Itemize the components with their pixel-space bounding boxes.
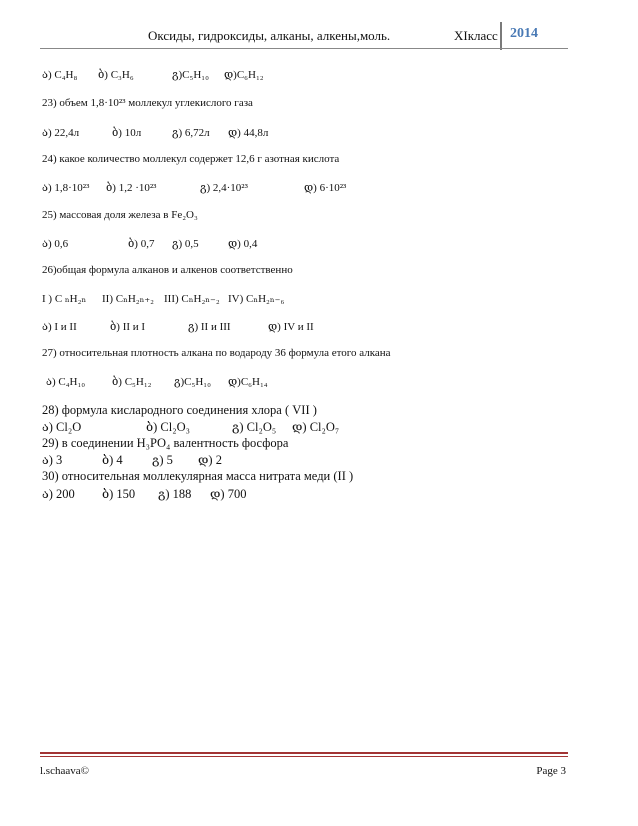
option-c: გ)C₅H₁₀ <box>174 376 211 388</box>
formula-3: III) CₙH₂ₙ₋₂ <box>164 293 220 305</box>
question-24: 24) какое количество моллекул содержет 12,6 г азотная кислота <box>42 153 340 165</box>
option-a: ა) 1,8·10²³ <box>42 182 90 194</box>
header-separator <box>500 22 502 50</box>
footer-author: l.schaava© <box>40 765 89 777</box>
option-d: დ) 44,8л <box>228 127 269 139</box>
option-d: დ)C₆H₁₄ <box>228 376 268 388</box>
option-d: დ) Cl₂O₇ <box>292 420 340 434</box>
option-b: ბ) 10л <box>112 127 142 139</box>
formula-2: II) CₙH₂ₙ₊₂ <box>102 293 155 305</box>
option-c: გ) 5 <box>152 453 173 467</box>
header-year: 2014 <box>510 26 538 41</box>
question-25: 25) массовая доля железа в Fe₂O₃ <box>42 209 198 221</box>
footer-rule-thick <box>40 752 568 754</box>
option-d: დ)C₆H₁₂ <box>224 69 264 81</box>
option-c: გ) 6,72л <box>172 127 210 139</box>
option-d: დ) 6·10²³ <box>304 182 347 194</box>
page-header <box>40 22 568 48</box>
option-a: ა) 0,6 <box>42 238 69 250</box>
option-b: ბ) Cl₂O₃ <box>146 420 190 434</box>
option-b: ბ) C₅H₁₂ <box>112 376 152 388</box>
option-a: ა) 3 <box>42 453 63 467</box>
question-28: 28) формула кислародного соединения хлора ( VII ) <box>42 403 317 417</box>
footer-page-number: Page 3 <box>536 765 566 777</box>
question-26: 26)общая формула алканов и алкенов соответственно <box>42 264 293 276</box>
option-d: დ) 0,4 <box>228 238 258 250</box>
option-a: ა) 200 <box>42 487 75 501</box>
option-c: გ) 188 <box>158 487 192 501</box>
option-d: დ) 2 <box>198 453 222 467</box>
question-27: 27) относительная плотность алкана по водароду 36 формула етого алкана <box>42 347 391 359</box>
footer-rule-thin <box>40 756 568 757</box>
header-grade: XIкласс <box>454 28 498 43</box>
option-d: დ) 700 <box>210 487 247 501</box>
formula-4: IV) CₙH₂ₙ₋₆ <box>228 293 285 305</box>
header-title: Оксиды, гидроксиды, алканы, алкены,моль. <box>148 28 391 43</box>
option-b: ბ) 1,2 ·10²³ <box>106 182 157 194</box>
option-b: ბ) II и I <box>110 321 146 333</box>
formula-1: I ) C ₙH₂ₙ <box>42 293 87 305</box>
option-c: გ) 2,4·10²³ <box>200 182 248 194</box>
question-30: 30) относительная моллекулярная масса нитрата меди (II ) <box>42 469 354 483</box>
option-a: ა) Cl₂O <box>42 420 82 434</box>
option-b: ბ) C₃H₆ <box>98 69 134 81</box>
header-rule <box>40 48 568 49</box>
option-b: ბ) 4 <box>102 453 123 467</box>
option-b: ბ) 150 <box>102 487 136 501</box>
question-29: 29) в соединении H₃PO₄ валентность фосфора <box>42 436 289 450</box>
option-c: გ) II и III <box>188 321 231 333</box>
option-c: გ) Cl₂O₅ <box>232 420 277 434</box>
option-a: ა) C₄H₁₀ <box>46 376 86 388</box>
option-c: გ)C₅H₁₀ <box>172 69 209 81</box>
option-d: დ) IV и II <box>268 321 314 333</box>
option-b: ბ) 0,7 <box>128 238 155 250</box>
option-a: ა) C₄H₈ <box>42 69 78 81</box>
option-a: ა) 22,4л <box>42 127 80 139</box>
option-c: გ) 0,5 <box>172 238 199 250</box>
question-23: 23) объем 1,8·10²³ моллекул углекислого газа <box>42 97 253 109</box>
option-a: ა) I и II <box>42 321 77 333</box>
